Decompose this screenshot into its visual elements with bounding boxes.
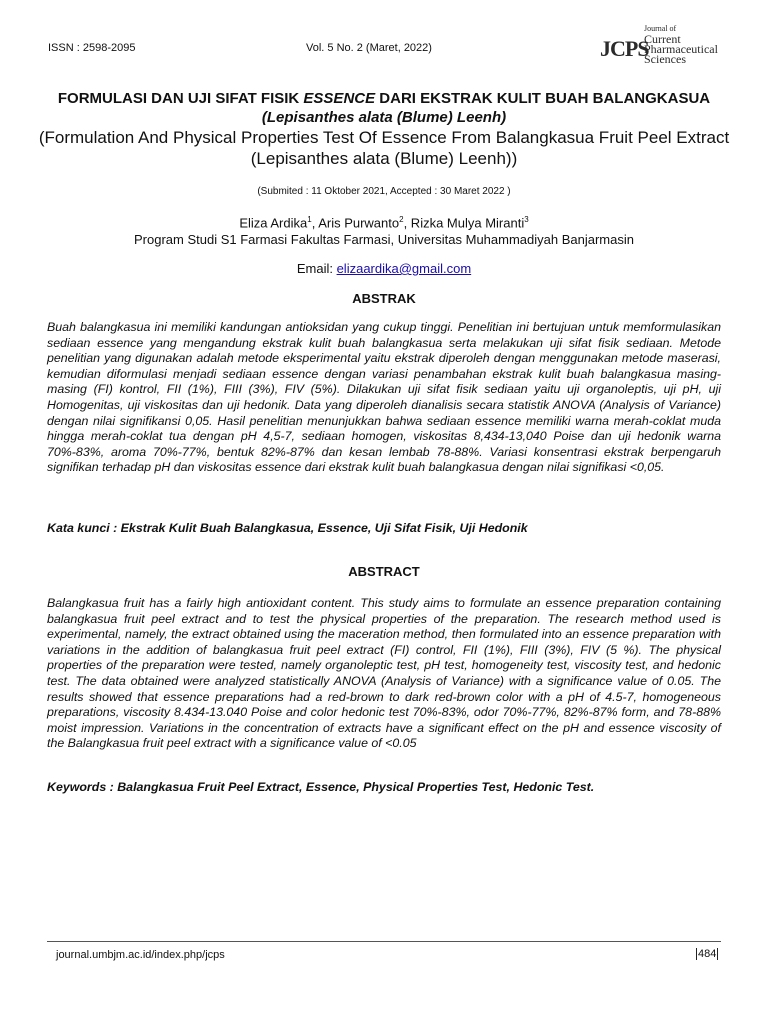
issn-number: ISSN : 2598-2095 [48, 42, 136, 54]
logo-line-3: Pharmaceutical [644, 42, 718, 56]
abstrak-body: Buah balangkasua ini memiliki kandungan antioksidan yang cukup tinggi. Penelitian ini bertujuan untuk memformulasikan sediaan essence yang mengandung ekstrak kulit buah balangkasua serta melakukan uji sifat fisik sediaan. Metode penelitian yang digunakan adalah metode eksperimental yaitu ekstrak diperoleh dengan menggunakan metode maserasi, kemudian diformulasi menjadi sediaan essence dengan variasi penambahan ekstrak kulit buah balangkasua masing-masing (FI) kontrol, FII (1%), FIII (3%), FIV (5%). Dilakukan uji sifat fisik sediaan yaitu uji organoleptis, uji pH, uji Homogenitas, uji viskositas dan uji hedonik. Data yang diperoleh dianalisis secara statistik ANOVA (Analysis of Variance) dengan nilai signifikansi 0,05. Hasil penelitian menunjukkan bahwa sediaan essence memiliki warna merah-coklat muda hingga merah-coklat tua dengan pH 4,5-7, sediaan homogen, viskositas 8,434-13,040 Poise dan uji hedonik warna 70%-83%, aroma 70%-77%, bentuk 82%-87% dan kesan lembab 78-88%. Variasi konsentrasi ekstrak berpengaruh signifikan terhadap pH dan viskositas essence dari ekstrak kulit buah balangkasua dengan nilai signifikasi <0,05. [47, 320, 721, 475]
paper-subtitle: (Formulation And Physical Properties Test Of Essence From Balangkasua Fruit Peel Extract (Lepisanthes alata (Blume) Leenh)) [38, 128, 730, 168]
author-1-sup: 1 [307, 215, 312, 224]
email-line [40, 261, 728, 276]
journal-logo [600, 18, 732, 76]
submission-dates: (Submited : 11 Oktober 2021, Accepted : 30 Maret 2022 ) [257, 186, 511, 197]
authors-block [40, 211, 728, 248]
email-label: Email: [296, 261, 337, 276]
logo-line-2: Current [644, 32, 681, 46]
abstract-body: Balangkasua fruit has a fairly high antioxidant content. This study aims to formulate an essence preparation containing balangkasua fruit peel extract and to test the physical properties of the preparation. The research method used is experimental, namely, the extract obtained using the maceration method, then formulated into an essence preparation with variations in the addition of balangkasua fruit peel extract (FI) control, FII (1%), FIII (3%), FIV (5 %). The physical properties of the preparation were tested, namely organoleptic test, pH test, homogeneity test, viscosity test, and hedonic test. The data obtained were analyzed statistically ANOVA (Analysis of Variance) with a significance value of 0.05. The results showed that essence preparations had a red-brown to dark red-brown color with a pH of 4.5-7, homogeneous preparations, viscosity 8.434-13.040 Poise and color hedonic test 70%-83%, odor 70%-77%, 82%-87% form, and 78-88% moist impression. Variations in the concentration of extracts have a significant effect on the pH and essence viscosity of the Balangkasua fruit peel extract with a significance value of <0.05 [47, 596, 721, 751]
title-part-3: DARI EKSTRAK KULIT BUAH BALANGKASUA [375, 90, 711, 107]
author-3: , Rizka Mulya Miranti [403, 215, 525, 231]
paper-title [40, 89, 728, 127]
abstrak-keywords: Kata kunci : Ekstrak Kulit Buah Balangkasua, Essence, Uji Sifat Fisik, Uji Hedonik [47, 521, 528, 535]
email-link[interactable]: elizaardika@gmail.com [336, 261, 472, 276]
abstract-keywords: Keywords : Balangkasua Fruit Peel Extract, Essence, Physical Properties Test, Hedonic Test. [47, 780, 595, 794]
author-list [40, 211, 728, 231]
author-2-sup: 2 [399, 215, 404, 224]
volume-info: Vol. 5 No. 2 (Maret, 2022) [306, 42, 432, 54]
title-part-2: ESSENCE [303, 90, 376, 107]
title-part-1: FORMULASI DAN UJI SIFAT FISIK [57, 90, 304, 107]
abstract-heading: ABSTRACT [348, 564, 420, 579]
author-2: , Aris Purwanto [311, 215, 400, 231]
author-1: Eliza Ardika [239, 215, 308, 231]
title-part-4: (Lepisanthes alata (Blume) Leenh) [261, 109, 507, 126]
logo-mark: JCPS [600, 36, 649, 61]
abstrak-heading: ABSTRAK [352, 291, 416, 306]
footer-divider [47, 941, 721, 942]
footer-url: journal.umbjm.ac.id/index.php/jcps [56, 949, 225, 961]
logo-text [644, 24, 718, 64]
logo-line-4: Sciences [644, 52, 686, 66]
affiliation: Program Studi S1 Farmasi Fakultas Farmasi, Universitas Muhammadiyah Banjarmasin [134, 232, 634, 248]
author-3-sup: 3 [524, 215, 529, 224]
logo-line-1: Journal of [644, 24, 677, 33]
page-number: 484 [698, 948, 717, 960]
